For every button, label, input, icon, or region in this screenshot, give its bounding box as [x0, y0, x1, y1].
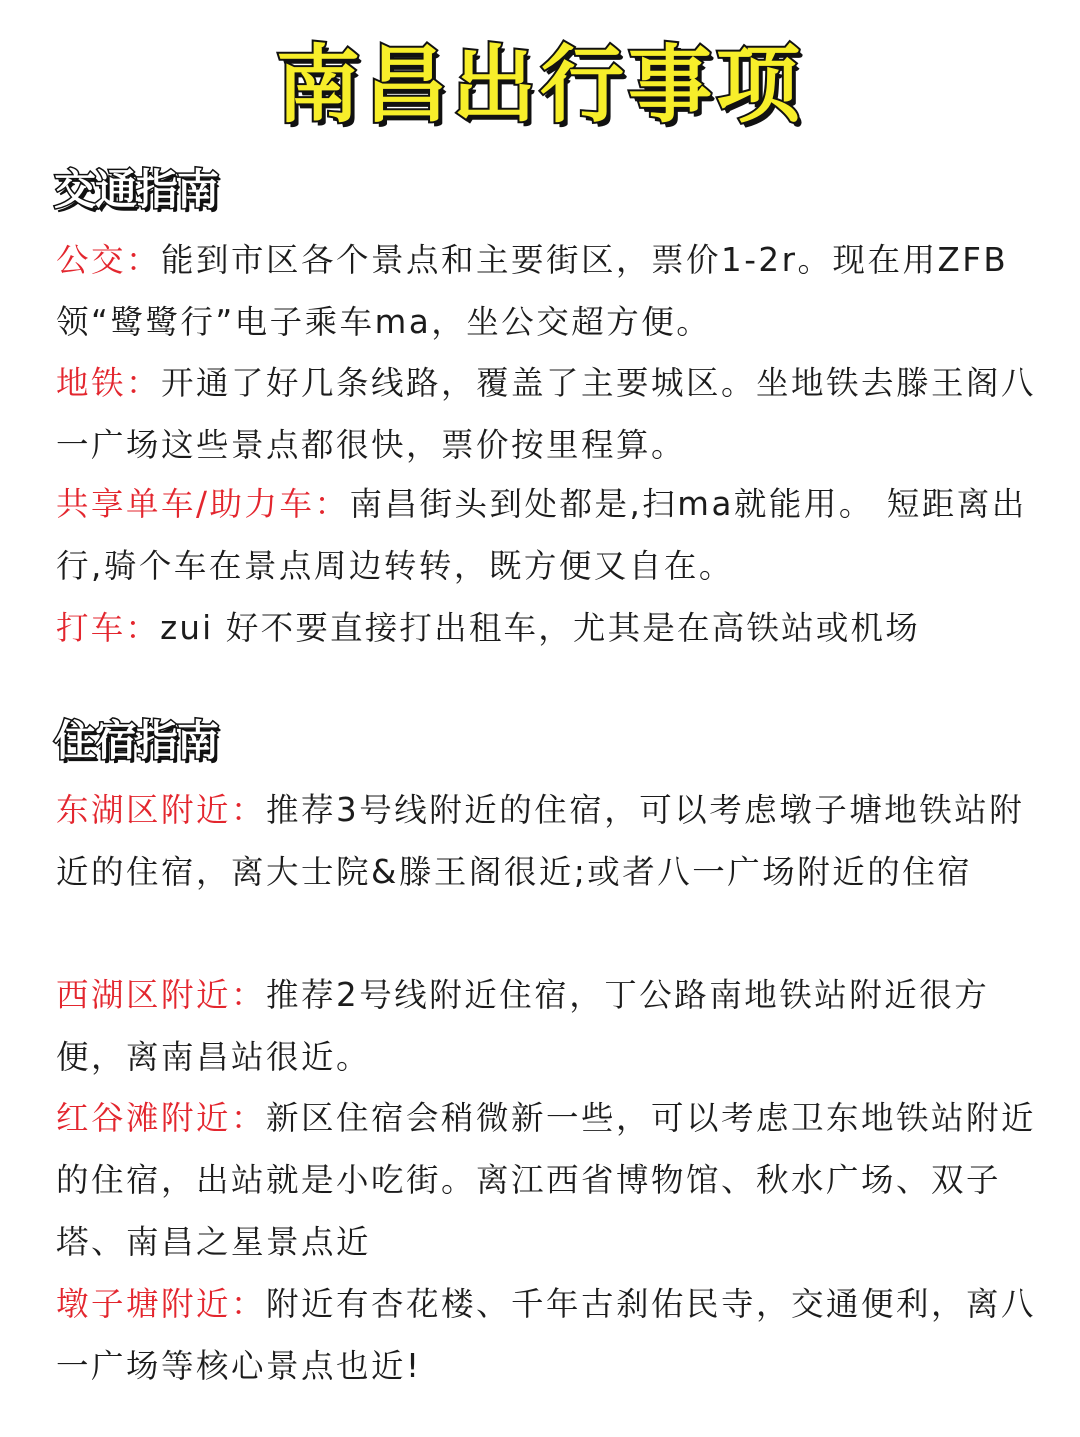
lodging-item-label: 墩子塘附近： [56, 1285, 267, 1323]
lodging-item-donghu [56, 779, 1046, 903]
lodging-item-honggutan [56, 1087, 1046, 1273]
transport-item-label: 公交： [56, 241, 162, 279]
lodging-item-label: 红谷滩附近： [56, 1099, 267, 1137]
lodging-item-text: 推荐3号线附近的住宿，可以考虑墩子塘地铁站附近的住宿，离大士院&滕王阁很近;或者八一广场附近的住宿 [56, 791, 1025, 891]
lodging-item-text: 推荐2号线附近住宿，丁公路南地铁站附近很方便，离南昌站很近。 [56, 976, 990, 1076]
transport-item-metro [56, 352, 1046, 476]
transport-item-label: 共享单车/助力车： [56, 485, 350, 523]
lodging-item-dunzitang [56, 1273, 1046, 1397]
transport-item-label: 地铁： [56, 364, 162, 402]
lodging-item-text: 附近有杏花楼、千年古刹佑民寺，交通便利，离八一广场等核心景点也近! [56, 1285, 1037, 1385]
lodging-item-label: 东湖区附近： [56, 791, 267, 829]
page-title: 南昌出行事项 [275, 36, 804, 134]
transport-heading: 交通指南 [54, 165, 219, 214]
transport-item-text: 开通了好几条线路，覆盖了主要城区。坐地铁去滕王阁八一广场这些景点都很快，票价按里程算。 [56, 364, 1037, 464]
transport-item-text: 南昌街头到处都是,扫ma就能用。 短距离出行,骑个车在景点周边转转，既方便又自在。 [56, 485, 1027, 585]
transport-item-bus [56, 229, 1046, 353]
transport-item-text: 能到市区各个景点和主要街区，票价1-2r。现在用ZFB 领“鹭鹭行”电子乘车ma，坐公交超方便。 [56, 241, 1009, 341]
transport-item-text: zui 好不要直接打出租车，尤其是在高铁站或机场 [160, 609, 920, 647]
transport-item-taxi [56, 597, 1066, 659]
transport-item-label: 打车： [56, 609, 161, 647]
lodging-item-label: 西湖区附近： [56, 976, 267, 1014]
transport-item-bike [56, 473, 1046, 597]
lodging-heading: 住宿指南 [54, 716, 219, 765]
lodging-item-xihu [56, 964, 1046, 1088]
lodging-item-text: 新区住宿会稍微新一些，可以考虑卫东地铁站附近的住宿，出站就是小吃街。离江西省博物馆、秋水广场、双子塔、南昌之星景点近 [56, 1099, 1037, 1261]
